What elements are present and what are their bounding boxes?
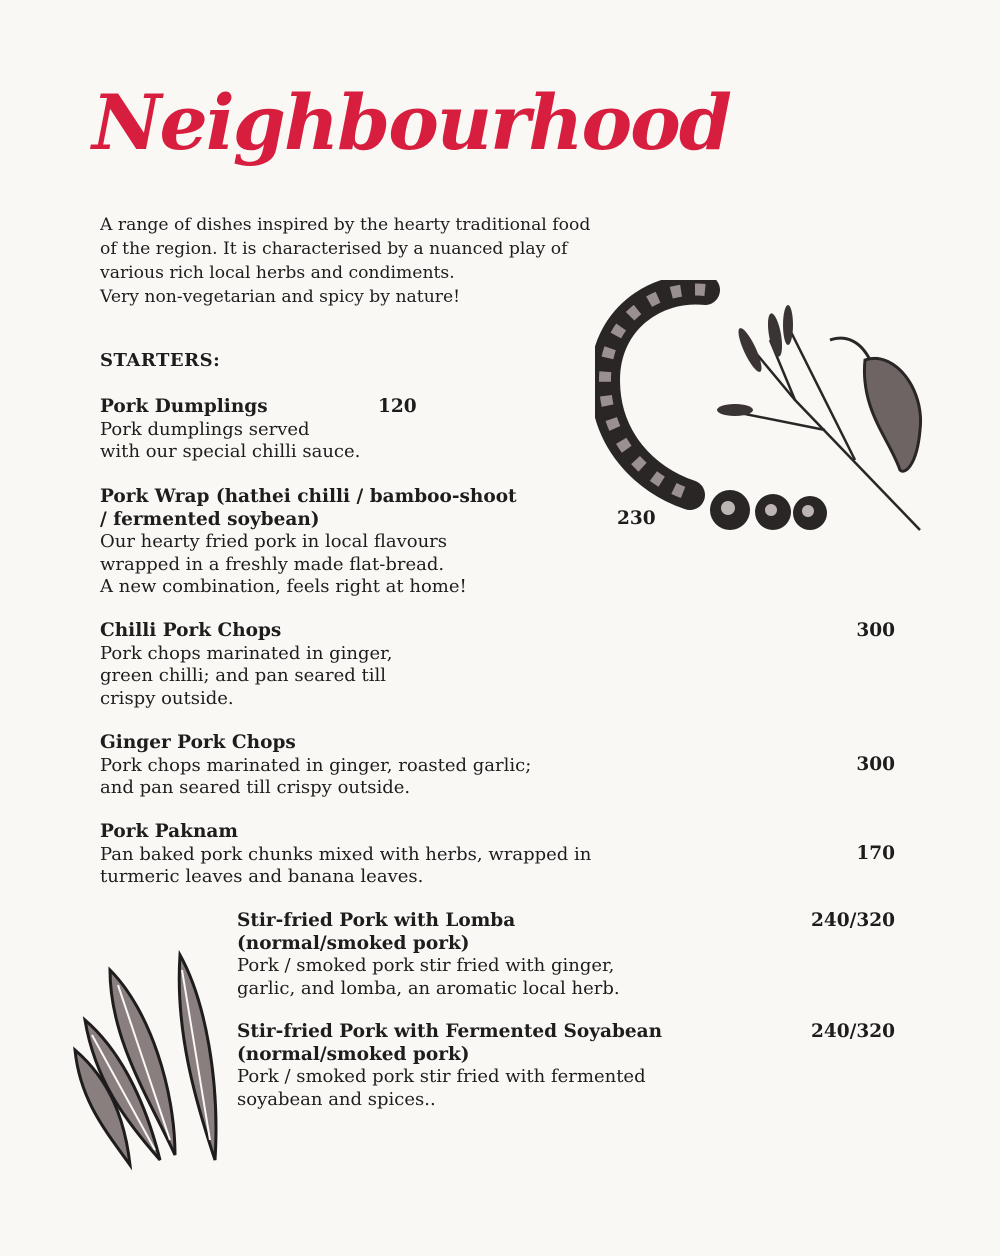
item-description: Pork dumplings served: [100, 418, 310, 440]
item-description: green chilli; and pan seared till: [100, 665, 386, 686]
item-name: Ginger Pork Chops: [100, 732, 296, 753]
item-price: 240/320: [811, 1021, 895, 1042]
item-description: Our hearty fried pork in local flavours: [100, 531, 448, 552]
leaves-illustration: [70, 950, 230, 1180]
item-description: garlic, and lomba, an aromatic local herb.: [237, 977, 620, 999]
item-description: Pork chops marinated in ginger, roasted garlic;: [100, 754, 532, 776]
menu-item-pork-wrap: [100, 486, 517, 599]
item-description: Pork / smoked pork stir fried with fermented: [237, 1066, 646, 1087]
item-name: Pork Dumplings: [100, 396, 268, 417]
item-name: (normal/smoked pork): [237, 1043, 470, 1065]
item-price: 240/320: [811, 910, 895, 931]
item-name: Chilli Pork Chops: [100, 620, 282, 641]
menu-item-ginger-pork-chops: [100, 732, 531, 800]
page-title: Neighbourhood: [92, 78, 730, 167]
intro-line: A range of dishes inspired by the hearty traditional food: [100, 215, 591, 235]
section-heading-starters: STARTERS:: [100, 350, 221, 371]
item-name: Stir-fried Pork with Lomba: [237, 910, 516, 931]
menu-item-stir-fried-pork-lomba: [237, 910, 620, 1000]
item-price: 300: [856, 754, 895, 775]
item-description: with our special chilli sauce.: [100, 441, 361, 462]
item-description: Pork / smoked pork stir fried with ginger,: [237, 955, 615, 976]
item-price: 230: [617, 508, 656, 529]
intro-text: [100, 213, 590, 309]
intro-line: Very non-vegetarian and spicy by nature!: [100, 287, 461, 307]
menu-item-pork-paknam: [100, 821, 591, 889]
item-price: 120: [378, 396, 417, 417]
item-description: wrapped in a freshly made flat-bread.: [100, 553, 445, 575]
item-name: / fermented soybean): [100, 508, 320, 530]
item-description: A new combination, feels right at home!: [100, 576, 467, 597]
intro-line: of the region. It is characterised by a nuanced play of: [100, 239, 568, 259]
item-description: crispy outside.: [100, 687, 234, 709]
item-description: soyabean and spices..: [237, 1088, 436, 1110]
item-description: Pork chops marinated in ginger,: [100, 642, 393, 664]
item-description: and pan seared till crispy outside.: [100, 777, 411, 798]
intro-line: various rich local herbs and condiments.: [100, 263, 455, 283]
sausage-herb-chilli-illustration: [595, 280, 935, 540]
item-price: 170: [856, 843, 895, 864]
menu-item-pork-dumplings: [100, 396, 360, 464]
item-name: (normal/smoked pork): [237, 932, 470, 954]
item-price: 300: [856, 620, 895, 641]
item-name: Stir-fried Pork with Fermented Soyabean: [237, 1021, 663, 1042]
item-description: turmeric leaves and banana leaves.: [100, 866, 424, 887]
item-description: Pan baked pork chunks mixed with herbs, wrapped in: [100, 843, 592, 865]
menu-item-chilli-pork-chops: [100, 620, 393, 710]
item-name: Pork Paknam: [100, 821, 238, 842]
menu-item-stir-fried-pork-soyabean: [237, 1021, 662, 1111]
item-name: Pork Wrap (hathei chilli / bamboo-shoot: [100, 486, 517, 507]
